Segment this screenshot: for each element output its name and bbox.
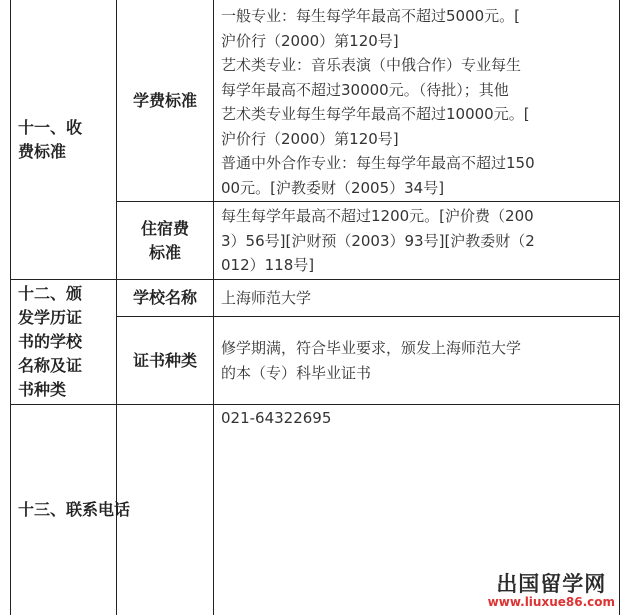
watermark-url: www.liuxue86.com <box>487 595 615 609</box>
certificate-header: 十二、颁 发学历证 书的学校 名称及证 书种类 <box>18 284 83 399</box>
fees-header: 十一、收 费标准 <box>18 117 83 161</box>
school-name-label: 学校名称 <box>132 288 197 307</box>
contact-header: 十三、联系电话 <box>18 500 131 519</box>
dorm-text: 每生每学年最高不超过1200元。[沪价费（200 3）56号][沪财预（2003）93号][沪教委财（2 012）118号] <box>221 207 535 274</box>
table-border-left <box>10 0 11 615</box>
contact-phone: 021-64322695 <box>221 409 332 427</box>
school-name-text: 上海师范大学 <box>221 288 312 307</box>
tuition-text: 一般专业：每生每学年最高不超过5000元。[ 沪价行（2000）第120号] 艺术类专业：音乐表演（中俄合作）专业每生 每学年最高不超过30000元。（待批）；其他 艺术类专业每生每学年最高不超过10000元。[ 沪价行（2000）第120号] 普通中外合作专业：每生每学年最高不超过150 00元。[沪教委财（2005）34号] <box>221 7 535 197</box>
site-watermark-logo <box>488 573 615 609</box>
tuition-label: 学费标准 <box>132 90 197 110</box>
watermark-title: 出国留学网 <box>496 572 607 596</box>
dorm-label: 住宿费 标准 <box>140 218 189 262</box>
cert-type-text: 修学期满，符合毕业要求，颁发上海师范大学 的本（专）科毕业证书 <box>221 339 522 382</box>
table-border-right <box>619 0 620 615</box>
cert-type-label: 证书种类 <box>132 350 197 370</box>
